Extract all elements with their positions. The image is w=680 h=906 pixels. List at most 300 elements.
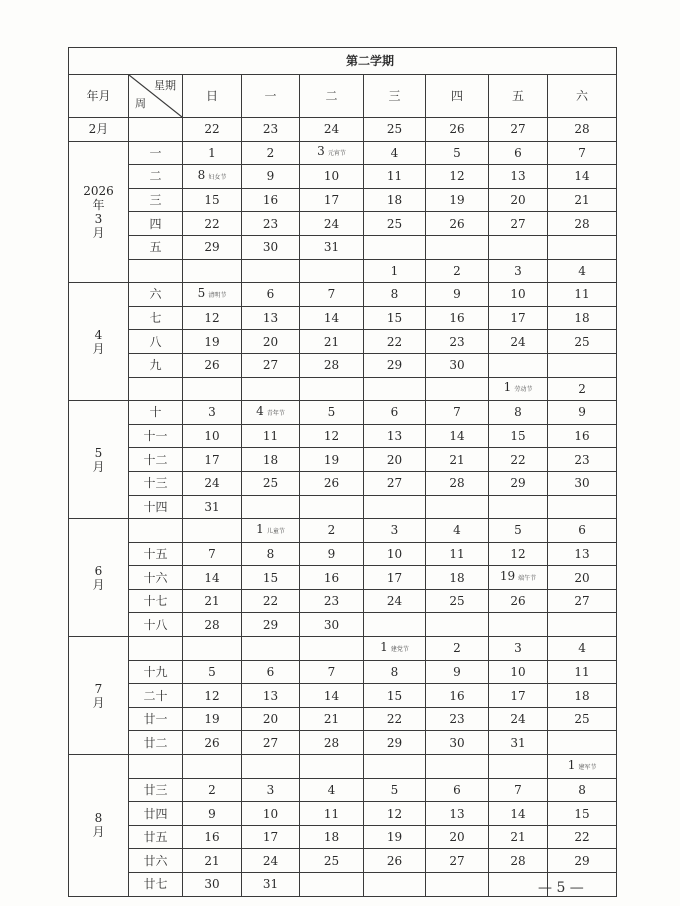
day-number: 11 bbox=[386, 169, 403, 184]
day-cell bbox=[548, 118, 617, 142]
day-cell bbox=[426, 825, 489, 849]
day-number: 6 bbox=[453, 782, 461, 797]
week-row bbox=[69, 778, 617, 802]
day-cell bbox=[242, 613, 300, 637]
day-number: 1 bbox=[208, 145, 216, 160]
week-number: 六 bbox=[129, 283, 183, 307]
day-number: 21 bbox=[449, 452, 465, 467]
day-cell bbox=[548, 141, 617, 165]
day-cell bbox=[242, 424, 300, 448]
day-number: 17 bbox=[204, 452, 220, 467]
day-number: 3 bbox=[208, 405, 216, 420]
week-row bbox=[69, 849, 617, 873]
day-cell bbox=[300, 731, 364, 755]
day-cell bbox=[300, 849, 364, 873]
day-cell bbox=[489, 353, 548, 377]
day-number: 4 bbox=[256, 403, 264, 418]
day-number: 16 bbox=[204, 830, 220, 845]
day-number: 25 bbox=[574, 712, 590, 727]
week-number: 四 bbox=[129, 212, 183, 236]
day-number: 12 bbox=[510, 546, 526, 561]
week-number: 廿四 bbox=[129, 802, 183, 826]
week-number: 廿一 bbox=[129, 707, 183, 731]
day-cell bbox=[183, 353, 242, 377]
day-number: 19 bbox=[449, 193, 465, 208]
day-cell bbox=[426, 660, 489, 684]
day-cell bbox=[242, 778, 300, 802]
day-cell bbox=[300, 212, 364, 236]
day-cell bbox=[548, 731, 617, 755]
week-row bbox=[69, 401, 617, 425]
day-cell bbox=[489, 802, 548, 826]
day-number: 26 bbox=[204, 735, 220, 750]
week-number: 十 bbox=[129, 401, 183, 425]
day-cell bbox=[364, 849, 426, 873]
day-number: 12 bbox=[449, 169, 465, 184]
day-number: 25 bbox=[323, 853, 340, 868]
month-label: 4 月 bbox=[69, 283, 129, 401]
week-row bbox=[69, 495, 617, 519]
day-cell bbox=[426, 424, 489, 448]
day-cell bbox=[426, 235, 489, 259]
day-cell bbox=[183, 778, 242, 802]
day-cell bbox=[300, 778, 364, 802]
week-row bbox=[69, 283, 617, 307]
day-cell bbox=[489, 660, 548, 684]
day-cell bbox=[300, 471, 364, 495]
day-cell bbox=[489, 471, 548, 495]
day-cell bbox=[300, 637, 364, 661]
day-number: 18 bbox=[323, 830, 340, 845]
week-row bbox=[69, 637, 617, 661]
week-number: 廿七 bbox=[129, 873, 183, 897]
day-cell bbox=[300, 495, 364, 519]
day-number: 7 bbox=[327, 664, 336, 679]
day-number: 13 bbox=[262, 311, 279, 326]
day-number: 7 bbox=[453, 405, 461, 420]
day-number: 16 bbox=[323, 570, 340, 585]
day-cell bbox=[364, 495, 426, 519]
day-cell bbox=[242, 707, 300, 731]
day-number: 7 bbox=[578, 145, 586, 160]
month-label: 6 月 bbox=[69, 519, 129, 637]
day-number: 26 bbox=[510, 594, 526, 609]
holiday-note: 元宵节 bbox=[327, 150, 346, 158]
day-number: 3 bbox=[514, 641, 522, 656]
day-cell bbox=[489, 637, 548, 661]
holiday-note: 建军节 bbox=[578, 763, 597, 771]
day-cell bbox=[426, 377, 489, 401]
day-number: 5 bbox=[327, 405, 336, 420]
day-number: 18 bbox=[386, 193, 403, 208]
day-number: 20 bbox=[574, 570, 590, 585]
day-number: 30 bbox=[204, 877, 220, 892]
day-number: 4 bbox=[327, 782, 336, 797]
week-number bbox=[129, 118, 183, 142]
day-cell bbox=[242, 212, 300, 236]
day-cell bbox=[548, 283, 617, 307]
day-cell bbox=[426, 495, 489, 519]
week-row bbox=[69, 377, 617, 401]
day-cell bbox=[183, 707, 242, 731]
day-number: 12 bbox=[204, 311, 220, 326]
day-cell bbox=[548, 802, 617, 826]
day-cell bbox=[548, 188, 617, 212]
day-number: 13 bbox=[386, 429, 403, 444]
day-cell bbox=[242, 825, 300, 849]
day-cell bbox=[489, 259, 548, 283]
day-number: 4 bbox=[578, 641, 586, 656]
day-number: 26 bbox=[323, 476, 340, 491]
day-number: 22 bbox=[204, 122, 220, 137]
week-number: 十八 bbox=[129, 613, 183, 637]
day-cell bbox=[548, 755, 617, 779]
day-number: 10 bbox=[323, 169, 340, 184]
header-day-sun: 日 bbox=[183, 75, 242, 118]
day-cell bbox=[242, 471, 300, 495]
day-cell bbox=[364, 778, 426, 802]
week-number: 七 bbox=[129, 306, 183, 330]
day-cell bbox=[426, 141, 489, 165]
day-number: 12 bbox=[386, 806, 403, 821]
day-number: 6 bbox=[578, 523, 586, 538]
day-cell bbox=[364, 589, 426, 613]
day-number: 11 bbox=[262, 429, 279, 444]
day-cell bbox=[548, 471, 617, 495]
day-cell bbox=[183, 684, 242, 708]
day-number: 26 bbox=[204, 358, 220, 373]
day-cell bbox=[242, 401, 300, 425]
day-cell bbox=[183, 141, 242, 165]
month-label: 2月 bbox=[69, 118, 129, 142]
header-day-thu: 四 bbox=[426, 75, 489, 118]
day-cell bbox=[426, 873, 489, 897]
day-number: 19 bbox=[499, 569, 516, 584]
day-cell bbox=[242, 283, 300, 307]
week-row bbox=[69, 684, 617, 708]
day-cell bbox=[364, 118, 426, 142]
day-cell bbox=[364, 212, 426, 236]
day-cell bbox=[548, 401, 617, 425]
header-row bbox=[69, 75, 617, 118]
header-day-fri: 五 bbox=[489, 75, 548, 118]
day-cell bbox=[242, 566, 300, 590]
day-cell bbox=[426, 731, 489, 755]
day-cell bbox=[300, 306, 364, 330]
day-cell bbox=[426, 613, 489, 637]
day-cell bbox=[548, 849, 617, 873]
day-number: 10 bbox=[510, 287, 526, 302]
day-number: 20 bbox=[449, 830, 465, 845]
day-number: 14 bbox=[204, 570, 220, 585]
week-number: 五 bbox=[129, 235, 183, 259]
day-cell bbox=[242, 519, 300, 543]
day-number: 27 bbox=[574, 594, 590, 609]
day-number: 9 bbox=[453, 664, 461, 679]
day-number: 25 bbox=[262, 476, 279, 491]
day-number: 5 bbox=[453, 145, 461, 160]
day-cell bbox=[548, 306, 617, 330]
month-label: 7 月 bbox=[69, 637, 129, 755]
week-number bbox=[129, 259, 183, 283]
day-cell bbox=[300, 755, 364, 779]
day-number: 11 bbox=[323, 806, 340, 821]
day-cell bbox=[489, 495, 548, 519]
week-row bbox=[69, 731, 617, 755]
week-number: 廿二 bbox=[129, 731, 183, 755]
day-number: 8 bbox=[197, 167, 206, 182]
day-cell bbox=[183, 637, 242, 661]
day-cell bbox=[364, 660, 426, 684]
day-cell bbox=[300, 353, 364, 377]
header-month: 年月 bbox=[69, 75, 129, 118]
day-number: 8 bbox=[578, 782, 586, 797]
day-cell bbox=[426, 542, 489, 566]
day-cell bbox=[183, 589, 242, 613]
day-cell bbox=[489, 684, 548, 708]
day-number: 25 bbox=[574, 334, 590, 349]
day-cell bbox=[548, 542, 617, 566]
week-number: 十九 bbox=[129, 660, 183, 684]
day-cell bbox=[489, 778, 548, 802]
day-number: 31 bbox=[204, 499, 220, 514]
day-cell bbox=[489, 448, 548, 472]
semester-title: 第二学期 bbox=[69, 48, 617, 75]
day-cell bbox=[183, 849, 242, 873]
week-number: 十五 bbox=[129, 542, 183, 566]
day-number: 23 bbox=[323, 594, 340, 609]
day-cell bbox=[489, 141, 548, 165]
day-cell bbox=[242, 165, 300, 189]
week-row bbox=[69, 188, 617, 212]
day-cell bbox=[183, 118, 242, 142]
day-cell bbox=[548, 589, 617, 613]
day-number: 10 bbox=[510, 664, 526, 679]
day-cell bbox=[548, 660, 617, 684]
day-cell bbox=[364, 448, 426, 472]
day-number: 10 bbox=[262, 806, 279, 821]
day-number: 11 bbox=[574, 287, 590, 302]
day-number: 4 bbox=[578, 263, 586, 278]
day-number: 20 bbox=[386, 452, 403, 467]
holiday-note: 清明节 bbox=[208, 291, 227, 299]
day-number: 17 bbox=[510, 311, 526, 326]
day-cell bbox=[364, 684, 426, 708]
day-number: 31 bbox=[262, 877, 279, 892]
day-cell bbox=[242, 589, 300, 613]
day-number: 27 bbox=[510, 216, 526, 231]
day-cell bbox=[426, 401, 489, 425]
day-cell bbox=[183, 424, 242, 448]
day-cell bbox=[426, 589, 489, 613]
day-cell bbox=[242, 353, 300, 377]
day-cell bbox=[300, 377, 364, 401]
day-number: 19 bbox=[386, 830, 403, 845]
day-cell bbox=[242, 188, 300, 212]
day-number: 30 bbox=[449, 735, 465, 750]
day-cell bbox=[242, 755, 300, 779]
day-cell bbox=[364, 613, 426, 637]
day-cell bbox=[426, 165, 489, 189]
header-week-day-diagonal bbox=[129, 75, 183, 118]
day-cell bbox=[426, 684, 489, 708]
day-cell bbox=[300, 802, 364, 826]
week-row bbox=[69, 448, 617, 472]
day-number: 13 bbox=[574, 546, 590, 561]
day-number: 23 bbox=[262, 122, 279, 137]
day-cell bbox=[300, 424, 364, 448]
day-number: 26 bbox=[449, 216, 465, 231]
day-cell bbox=[300, 283, 364, 307]
day-cell bbox=[183, 542, 242, 566]
holiday-note: 青年节 bbox=[266, 409, 285, 417]
day-cell bbox=[364, 825, 426, 849]
day-cell bbox=[364, 330, 426, 354]
week-number: 廿三 bbox=[129, 778, 183, 802]
day-number: 1 bbox=[380, 639, 388, 654]
week-number: 八 bbox=[129, 330, 183, 354]
semester-calendar-table bbox=[68, 47, 617, 897]
holiday-note: 儿童节 bbox=[266, 527, 285, 535]
day-cell bbox=[183, 802, 242, 826]
day-number: 31 bbox=[510, 735, 526, 750]
day-cell bbox=[364, 566, 426, 590]
day-cell bbox=[300, 519, 364, 543]
day-number: 29 bbox=[262, 617, 279, 632]
day-cell bbox=[426, 755, 489, 779]
day-cell bbox=[300, 165, 364, 189]
day-cell bbox=[300, 448, 364, 472]
day-cell bbox=[364, 424, 426, 448]
day-cell bbox=[242, 802, 300, 826]
day-number: 5 bbox=[208, 664, 216, 679]
day-number: 22 bbox=[386, 334, 403, 349]
day-cell bbox=[364, 235, 426, 259]
day-cell bbox=[364, 637, 426, 661]
page-number: — 5 — bbox=[538, 880, 584, 896]
day-cell bbox=[183, 471, 242, 495]
week-row bbox=[69, 353, 617, 377]
day-cell bbox=[426, 802, 489, 826]
day-number: 11 bbox=[574, 664, 590, 679]
week-row bbox=[69, 519, 617, 543]
week-row bbox=[69, 755, 617, 779]
day-cell bbox=[183, 495, 242, 519]
month-label: 2026 年 3 月 bbox=[69, 141, 129, 283]
week-row bbox=[69, 825, 617, 849]
week-row bbox=[69, 118, 617, 142]
day-cell bbox=[489, 330, 548, 354]
day-cell bbox=[426, 448, 489, 472]
day-number: 24 bbox=[386, 594, 403, 609]
day-cell bbox=[548, 424, 617, 448]
day-cell bbox=[300, 188, 364, 212]
week-number bbox=[129, 755, 183, 779]
header-weekday-label: 星期 bbox=[154, 79, 176, 92]
day-number: 15 bbox=[510, 429, 526, 444]
day-cell bbox=[489, 235, 548, 259]
day-number: 15 bbox=[574, 806, 590, 821]
header-day-tue: 二 bbox=[300, 75, 364, 118]
day-cell bbox=[242, 330, 300, 354]
day-number: 2 bbox=[266, 145, 275, 160]
day-cell bbox=[548, 212, 617, 236]
day-number: 20 bbox=[262, 334, 279, 349]
day-number: 24 bbox=[323, 122, 340, 137]
day-number: 31 bbox=[323, 240, 340, 255]
day-number: 5 bbox=[390, 782, 399, 797]
day-number: 9 bbox=[578, 405, 586, 420]
day-cell bbox=[426, 259, 489, 283]
day-number: 16 bbox=[449, 688, 465, 703]
day-number: 30 bbox=[574, 476, 590, 491]
day-number: 21 bbox=[574, 193, 590, 208]
day-number: 17 bbox=[323, 193, 340, 208]
day-number: 18 bbox=[262, 452, 279, 467]
day-number: 15 bbox=[386, 311, 403, 326]
day-cell bbox=[183, 212, 242, 236]
day-number: 21 bbox=[323, 712, 340, 727]
day-number: 21 bbox=[204, 594, 220, 609]
week-row bbox=[69, 471, 617, 495]
day-cell bbox=[183, 731, 242, 755]
day-cell bbox=[489, 519, 548, 543]
day-cell bbox=[364, 707, 426, 731]
day-number: 27 bbox=[262, 358, 279, 373]
day-cell bbox=[548, 448, 617, 472]
day-number: 2 bbox=[453, 641, 461, 656]
week-row bbox=[69, 566, 617, 590]
day-cell bbox=[489, 188, 548, 212]
day-number: 14 bbox=[323, 688, 340, 703]
week-row bbox=[69, 873, 617, 897]
day-cell bbox=[183, 306, 242, 330]
day-cell bbox=[183, 283, 242, 307]
day-cell bbox=[426, 353, 489, 377]
day-cell bbox=[183, 259, 242, 283]
week-number: 十四 bbox=[129, 495, 183, 519]
month-label: 5 月 bbox=[69, 401, 129, 519]
day-cell bbox=[364, 259, 426, 283]
day-cell bbox=[183, 165, 242, 189]
header-day-sat: 六 bbox=[548, 75, 617, 118]
day-cell bbox=[242, 660, 300, 684]
day-number: 1 bbox=[567, 757, 576, 772]
week-row bbox=[69, 330, 617, 354]
day-number: 14 bbox=[510, 806, 526, 821]
day-cell bbox=[489, 401, 548, 425]
day-cell bbox=[426, 283, 489, 307]
week-row bbox=[69, 589, 617, 613]
day-cell bbox=[548, 353, 617, 377]
day-cell bbox=[364, 165, 426, 189]
day-cell bbox=[489, 283, 548, 307]
day-number: 30 bbox=[449, 358, 465, 373]
day-cell bbox=[548, 684, 617, 708]
day-cell bbox=[426, 212, 489, 236]
day-cell bbox=[489, 849, 548, 873]
day-cell bbox=[548, 377, 617, 401]
day-cell bbox=[183, 448, 242, 472]
day-number: 6 bbox=[390, 405, 399, 420]
day-number: 9 bbox=[266, 169, 275, 184]
day-number: 14 bbox=[449, 429, 465, 444]
day-cell bbox=[183, 660, 242, 684]
week-number: 十二 bbox=[129, 448, 183, 472]
day-number: 22 bbox=[510, 452, 526, 467]
day-number: 1 bbox=[503, 380, 512, 395]
day-number: 23 bbox=[449, 334, 465, 349]
